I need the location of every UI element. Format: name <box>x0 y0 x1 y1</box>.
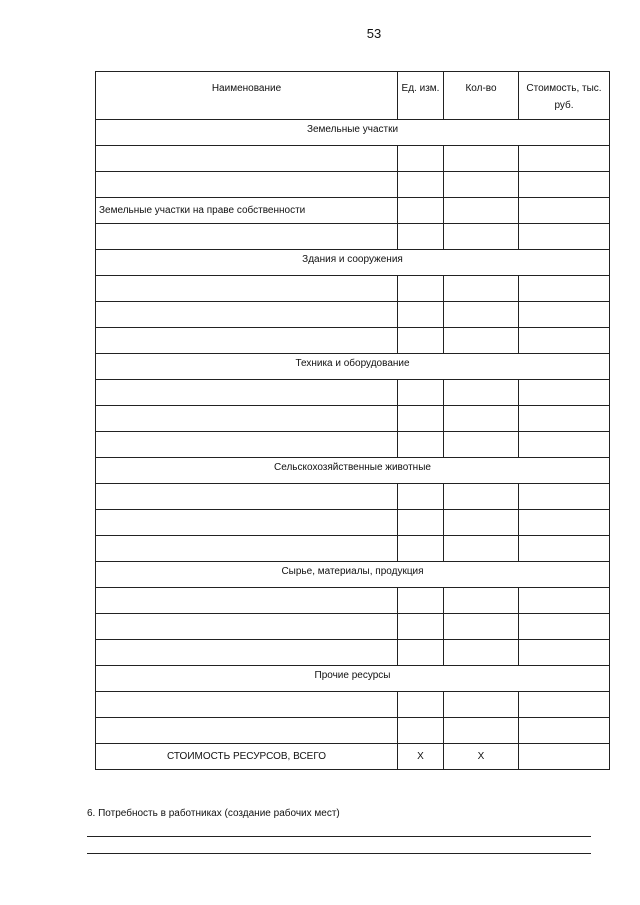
row-qty-cell[interactable] <box>444 172 519 198</box>
row-cost-cell[interactable] <box>519 302 610 328</box>
row-unit-cell[interactable] <box>398 172 444 198</box>
row-qty-cell[interactable] <box>444 718 519 744</box>
row-qty-cell[interactable] <box>444 302 519 328</box>
header-cost: Стоимость, тыс. руб. <box>519 72 610 120</box>
row-cost-cell[interactable] <box>519 536 610 562</box>
row-name-cell[interactable] <box>96 328 398 354</box>
total-row <box>96 744 610 770</box>
section-row <box>96 666 610 692</box>
row-qty-cell[interactable] <box>444 224 519 250</box>
table-row <box>96 614 610 640</box>
row-cost-cell[interactable] <box>519 718 610 744</box>
row-qty-cell[interactable] <box>444 692 519 718</box>
row-cost-cell[interactable] <box>519 432 610 458</box>
total-cost[interactable] <box>519 744 610 770</box>
row-cost-cell[interactable] <box>519 380 610 406</box>
page-number <box>27 26 640 41</box>
row-name-cell[interactable] <box>96 276 398 302</box>
row-cost-cell[interactable] <box>519 640 610 666</box>
row-cost-cell[interactable] <box>519 614 610 640</box>
section-title: Здания и сооружения <box>96 250 610 276</box>
row-name-cell[interactable] <box>96 172 398 198</box>
total-qty: X <box>444 744 519 770</box>
table-row <box>96 276 610 302</box>
table-row <box>96 484 610 510</box>
row-cost-cell[interactable] <box>519 328 610 354</box>
row-unit-cell[interactable] <box>398 614 444 640</box>
row-unit-cell[interactable] <box>398 380 444 406</box>
row-unit-cell[interactable] <box>398 692 444 718</box>
section-title: Техника и оборудование <box>96 354 610 380</box>
table-row <box>96 380 610 406</box>
row-name-cell[interactable] <box>96 302 398 328</box>
section-row <box>96 562 610 588</box>
resources-table <box>95 71 610 770</box>
row-name-cell[interactable] <box>96 146 398 172</box>
table-row <box>96 510 610 536</box>
row-unit-cell[interactable] <box>398 328 444 354</box>
row-name-cell[interactable] <box>96 692 398 718</box>
row-unit-cell[interactable] <box>398 406 444 432</box>
row-unit-cell[interactable] <box>398 640 444 666</box>
section-title: Сельскохозяйственные животные <box>96 458 610 484</box>
workers-need-note: 6. Потребность в работниках (создание рабочих мест) <box>87 808 340 819</box>
table-row <box>96 302 610 328</box>
section-title: Земельные участки <box>96 120 610 146</box>
row-cost-cell[interactable] <box>519 406 610 432</box>
row-unit-cell[interactable] <box>398 432 444 458</box>
total-unit: X <box>398 744 444 770</box>
header-unit: Ед. изм. <box>398 72 444 120</box>
total-label: СТОИМОСТЬ РЕСУРСОВ, ВСЕГО <box>96 744 398 770</box>
section-row <box>96 250 610 276</box>
row-qty-cell[interactable] <box>444 640 519 666</box>
header-qty: Кол-во <box>444 72 519 120</box>
row-cost-cell[interactable] <box>519 146 610 172</box>
row-cost-cell[interactable] <box>519 198 610 224</box>
row-qty-cell[interactable] <box>444 484 519 510</box>
row-qty-cell[interactable] <box>444 146 519 172</box>
row-qty-cell[interactable] <box>444 276 519 302</box>
section-title: Прочие ресурсы <box>96 666 610 692</box>
row-qty-cell[interactable] <box>444 198 519 224</box>
row-cost-cell[interactable] <box>519 172 610 198</box>
row-name-cell[interactable] <box>96 510 398 536</box>
row-name-cell[interactable]: Земельные участки на праве собственности <box>96 198 398 224</box>
row-qty-cell[interactable] <box>444 588 519 614</box>
row-unit-cell[interactable] <box>398 302 444 328</box>
fill-line[interactable] <box>87 853 591 854</box>
row-qty-cell[interactable] <box>444 510 519 536</box>
table-row <box>96 172 610 198</box>
row-name-cell[interactable] <box>96 640 398 666</box>
row-unit-cell[interactable] <box>398 510 444 536</box>
fill-line[interactable] <box>87 836 591 837</box>
row-unit-cell[interactable] <box>398 484 444 510</box>
section-title: Сырье, материалы, продукция <box>96 562 610 588</box>
table-row <box>96 536 610 562</box>
section-row <box>96 458 610 484</box>
row-cost-cell[interactable] <box>519 510 610 536</box>
row-unit-cell[interactable] <box>398 718 444 744</box>
page-number-text: 53 <box>366 26 382 41</box>
row-name-cell[interactable] <box>96 224 398 250</box>
table-row <box>96 406 610 432</box>
row-unit-cell[interactable] <box>398 276 444 302</box>
row-unit-cell[interactable] <box>398 198 444 224</box>
table-row <box>96 640 610 666</box>
row-name-cell[interactable] <box>96 536 398 562</box>
table-row <box>96 328 610 354</box>
row-qty-cell[interactable] <box>444 536 519 562</box>
row-unit-cell[interactable] <box>398 146 444 172</box>
row-name-cell[interactable] <box>96 406 398 432</box>
table-row <box>96 198 610 224</box>
row-cost-cell[interactable] <box>519 588 610 614</box>
table-row <box>96 588 610 614</box>
row-name-cell[interactable] <box>96 484 398 510</box>
row-qty-cell[interactable] <box>444 380 519 406</box>
table-row <box>96 718 610 744</box>
row-name-cell[interactable] <box>96 588 398 614</box>
row-cost-cell[interactable] <box>519 276 610 302</box>
row-name-cell[interactable] <box>96 432 398 458</box>
row-qty-cell[interactable] <box>444 328 519 354</box>
table-row <box>96 146 610 172</box>
row-qty-cell[interactable] <box>444 614 519 640</box>
table-row <box>96 432 610 458</box>
table-header-row <box>96 72 610 120</box>
section-row <box>96 120 610 146</box>
row-name-cell[interactable] <box>96 380 398 406</box>
table-row <box>96 224 610 250</box>
row-name-cell[interactable] <box>96 614 398 640</box>
header-name: Наименование <box>96 72 398 120</box>
row-qty-cell[interactable] <box>444 432 519 458</box>
row-unit-cell[interactable] <box>398 536 444 562</box>
row-cost-cell[interactable] <box>519 484 610 510</box>
row-unit-cell[interactable] <box>398 588 444 614</box>
section-row <box>96 354 610 380</box>
row-qty-cell[interactable] <box>444 406 519 432</box>
row-name-cell[interactable] <box>96 718 398 744</box>
row-cost-cell[interactable] <box>519 224 610 250</box>
table-row <box>96 692 610 718</box>
row-cost-cell[interactable] <box>519 692 610 718</box>
row-unit-cell[interactable] <box>398 224 444 250</box>
